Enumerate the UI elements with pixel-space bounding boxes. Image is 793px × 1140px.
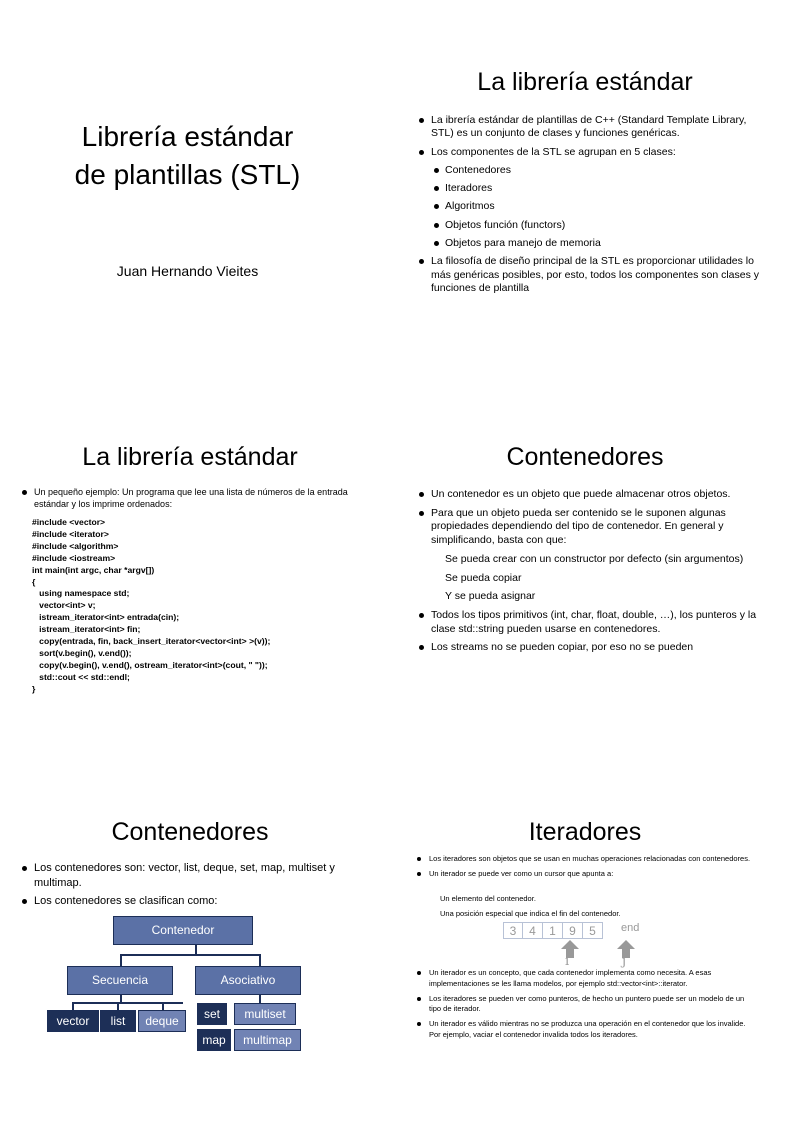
- code-line: }: [32, 683, 36, 694]
- code-line: #include <vector>: [32, 517, 106, 527]
- list-item: Un iterador es un concepto, que cada contenedor implementa como necesita. A esas implementaciones se les llama modelos, por ejemplo std::vector<int>::iterator.: [417, 968, 757, 990]
- node-multiset: multiset: [234, 1003, 296, 1025]
- code-line: {: [32, 576, 36, 587]
- code-line: #include <iostream>: [32, 552, 116, 563]
- presentation-title: [10, 118, 365, 194]
- list-item: Objetos función (functors): [419, 219, 759, 232]
- connector: [72, 1002, 183, 1004]
- connector: [259, 995, 261, 1003]
- list-item: Y se pueda asignar: [445, 590, 536, 603]
- list-item: Para que un objeto pueda ser contenido se le suponen algunas propiedades dependiendo del tipo de contenedor. En general y simplificando, basta con que:: [419, 507, 759, 548]
- connector: [72, 1002, 74, 1010]
- cell: 1: [543, 922, 563, 939]
- bullet-list-top: [417, 854, 757, 884]
- node-deque: deque: [138, 1010, 186, 1032]
- slide-libreria-2: [10, 425, 370, 765]
- list-item: La filosofía de diseño principal de la STL es proporcionar utilidades lo más genéricas posibles, por esto, todos los componentes son clases y funciones de plantilla: [419, 255, 759, 295]
- bullet-list: [419, 114, 759, 300]
- list-item: Los contenedores se clasifican como:: [22, 894, 362, 909]
- list-item: Se pueda copiar: [445, 571, 522, 584]
- list-item: Los iteradores son objetos que se usan en muchas operaciones relacionadas con contenedores.: [417, 854, 757, 865]
- list-item: Algoritmos: [419, 200, 759, 213]
- list-item: Contenedores: [419, 164, 759, 177]
- node-list: list: [100, 1010, 136, 1032]
- connector: [259, 954, 261, 966]
- connector: [120, 954, 122, 966]
- bullet-list: [419, 488, 759, 660]
- code-line: istream_iterator<int> entrada(cin);: [32, 612, 180, 623]
- slide-heading: La librería estándar: [477, 68, 693, 96]
- code-line: #include <iterator>: [32, 528, 109, 539]
- list-item: Objetos para manejo de memoria: [419, 237, 759, 250]
- node-secuencia: Secuencia: [67, 966, 173, 995]
- node-multimap: multimap: [234, 1029, 301, 1051]
- cell: 4: [523, 922, 543, 939]
- node-contenedor: Contenedor: [113, 916, 253, 945]
- slide-heading: Iteradores: [528, 818, 642, 846]
- bullet-list-bottom: [417, 968, 757, 1045]
- code-line: int main(int argc, char *argv[]): [32, 564, 155, 575]
- iterator-j-label: j: [622, 954, 627, 969]
- slide-heading: Contenedores: [111, 818, 269, 846]
- sub-item: Un elemento del contenedor.: [440, 894, 536, 903]
- code-block: [32, 517, 270, 696]
- slide-libreria-1: [405, 50, 765, 390]
- iterator-i-label: i: [565, 954, 570, 969]
- code-line: istream_iterator<int> fin;: [32, 624, 141, 635]
- connector: [117, 1002, 119, 1010]
- slide-contenedores-1: [405, 425, 765, 765]
- arrow-up-icon: [617, 940, 635, 949]
- code-line: sort(v.begin(), v.end());: [32, 647, 132, 658]
- code-line: #include <algorithm>: [32, 540, 119, 551]
- node-asociativo: Asociativo: [195, 966, 301, 995]
- slide-contenedores-2: [10, 800, 370, 1140]
- list-item: Un contenedor es un objeto que puede almacenar otros objetos.: [419, 488, 759, 502]
- list-item: Iteradores: [419, 182, 759, 195]
- slide-heading: Contenedores: [506, 443, 664, 471]
- arrow-up-icon: [561, 940, 579, 949]
- list-item: Los contenedores son: vector, list, deque, set, map, multiset y multimap.: [22, 861, 362, 890]
- code-line: std::cout << std::endl;: [32, 671, 130, 682]
- list-item: Un pequeño ejemplo: Un programa que lee una lista de números de la entrada estándar y los imprime ordenados:: [22, 487, 362, 510]
- code-line: using namespace std;: [32, 588, 130, 599]
- connector: [162, 1002, 164, 1010]
- code-line: copy(v.begin(), v.end(), ostream_iterator<int>(cout, " "));: [32, 659, 268, 670]
- title-line-2: de plantillas (STL): [74, 159, 301, 190]
- slide-heading: La librería estándar: [82, 443, 298, 471]
- connector: [120, 954, 260, 956]
- author: Juan Hernando Vieites: [116, 263, 259, 279]
- cell: 3: [503, 922, 523, 939]
- slide-title: [10, 50, 370, 390]
- code-line: vector<int> v;: [32, 600, 96, 611]
- title-line-1: Librería estándar: [81, 121, 294, 152]
- bullet-list: [22, 487, 362, 510]
- node-vector: vector: [47, 1010, 99, 1032]
- cell: 5: [583, 922, 603, 939]
- bullet-list: [22, 861, 362, 913]
- slide-iteradores: [405, 800, 765, 1140]
- cell: 9: [563, 922, 583, 939]
- list-item: Los streams no se pueden copiar, por eso no se pueden: [419, 641, 759, 655]
- code-line: copy(entrada, fin, back_insert_iterator<vector<int> >(v));: [32, 636, 271, 647]
- node-map: map: [197, 1029, 231, 1051]
- sub-item: Una posición especial que indica el fin del contenedor.: [440, 909, 621, 918]
- list-item: La ibrería estándar de plantillas de C++ (Standard Template Library, STL) es un conjunto de clases y funciones genéricas.: [419, 114, 759, 141]
- list-item: Todos los tipos primitivos (int, char, float, double, …), los punteros y la clase std::string pueden usarse en contenedores.: [419, 609, 759, 636]
- end-marker: end: [621, 922, 640, 934]
- list-item: Un iterador se puede ver como un cursor que apunta a:: [417, 869, 757, 880]
- node-set: set: [197, 1003, 227, 1025]
- list-item: Un iterador es válido mientras no se produzca una operación en el contenedor que los invalide. Por ejemplo, vaciar el contenedor invalida todos los iteradores.: [417, 1019, 757, 1041]
- list-item: Los iteradores se pueden ver como punteros, de hecho un puntero puede ser un modelo de un tipo de iterador.: [417, 994, 757, 1016]
- list-item: Se pueda crear con un constructor por defecto (sin argumentos): [445, 552, 744, 565]
- list-item: Los componentes de la STL se agrupan en 5 clases:: [419, 146, 759, 159]
